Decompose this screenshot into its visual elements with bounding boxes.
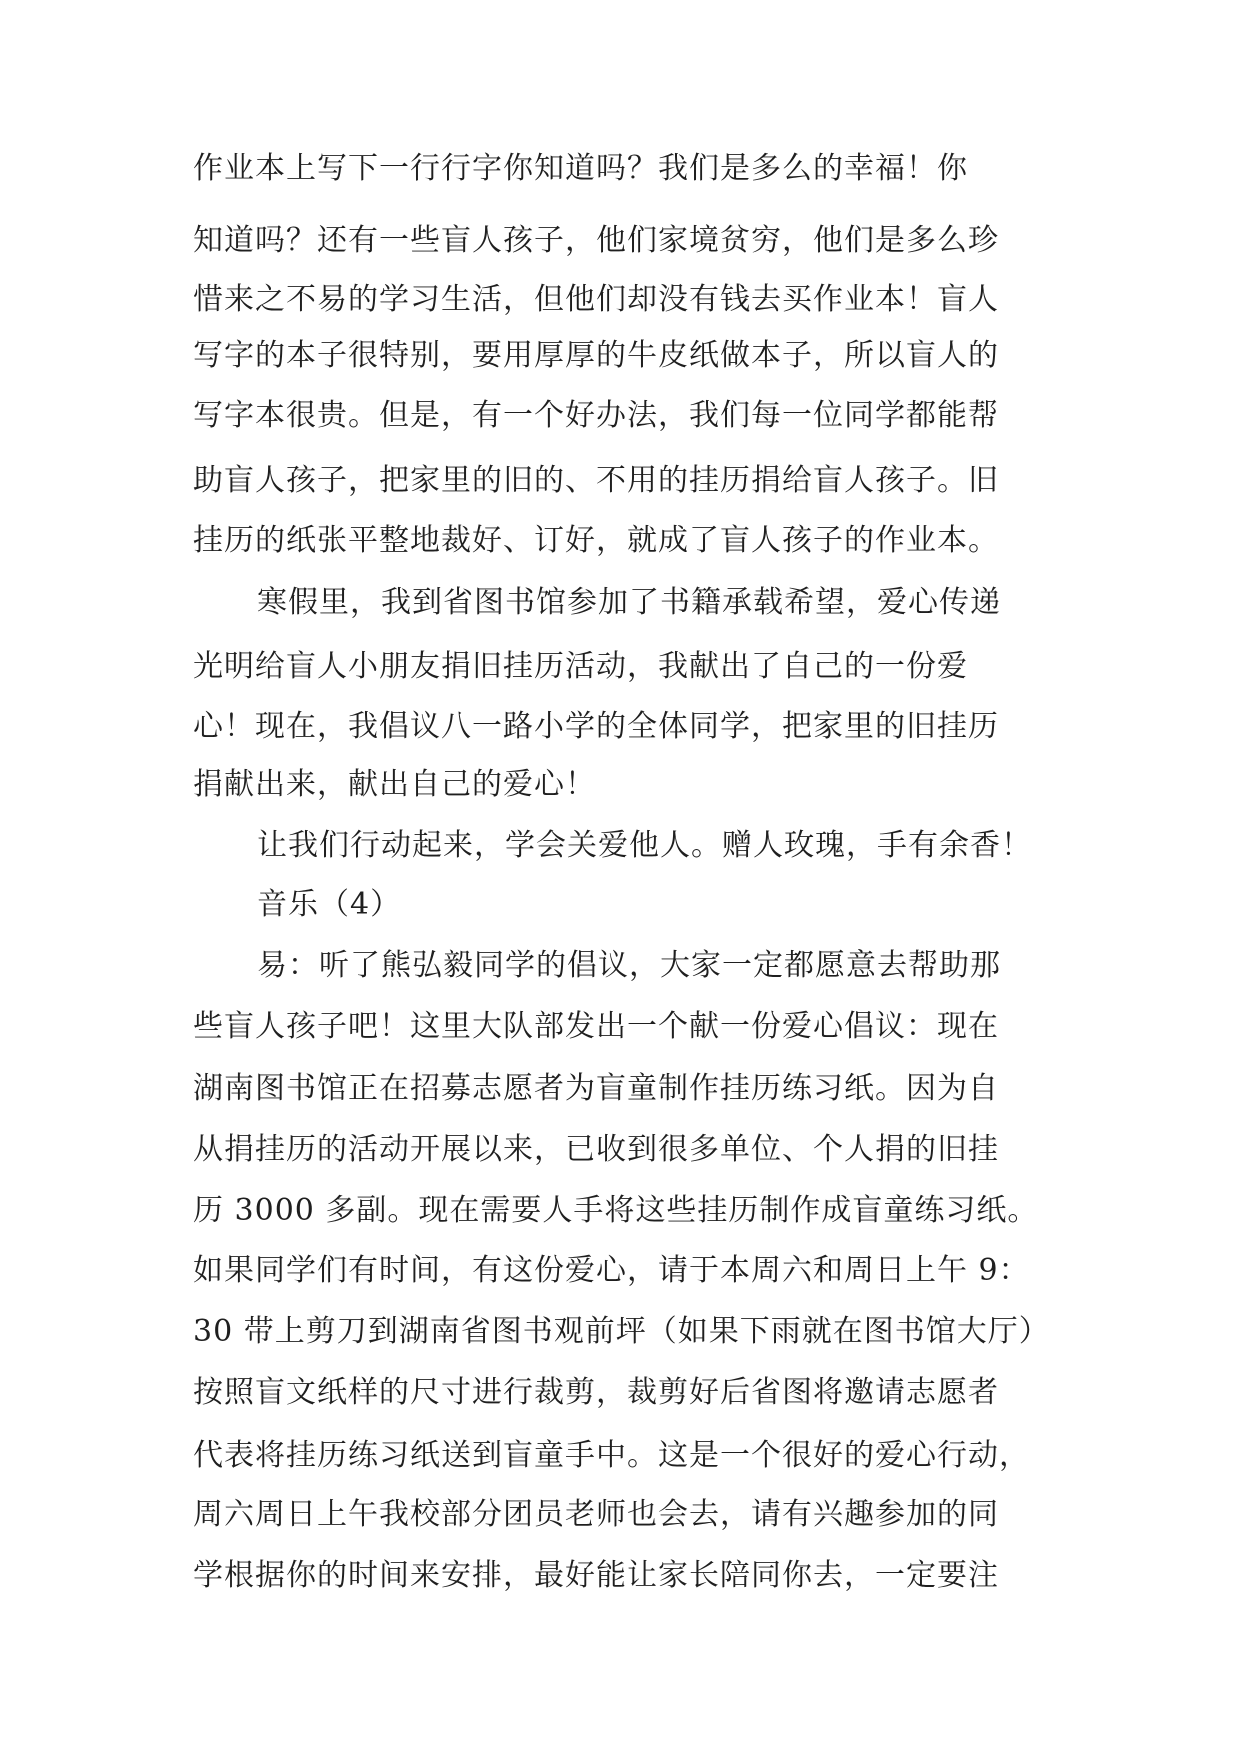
text-line: 如果同学们有时间，有这份爱心，请于本周六和周日上午 9：: [193, 1253, 1030, 1288]
text-line: 惜来之不易的学习生活，但他们却没有钱去买作业本！盲人: [193, 282, 999, 317]
text-line: 心！现在，我倡议八一路小学的全体同学，把家里的旧挂历: [193, 709, 999, 744]
text-line: 周六周日上午我校部分团员老师也会去，请有兴趣参加的同: [193, 1497, 999, 1532]
text-line: 30 带上剪刀到湖南省图书观前坪（如果下雨就在图书馆大厅）: [193, 1314, 1050, 1349]
text-line: 助盲人孩子，把家里的旧的、不用的挂历捐给盲人孩子。旧: [193, 463, 999, 498]
text-line: 代表将挂历练习纸送到盲童手中。这是一个很好的爱心行动，: [193, 1438, 1030, 1473]
text-line: 从捐挂历的活动开展以来，已收到很多单位、个人捐的旧挂: [193, 1132, 999, 1167]
text-line: 寒假里，我到省图书馆参加了书籍承载希望，爱心传递: [257, 585, 1001, 620]
text-line: 易：听了熊弘毅同学的倡议，大家一定都愿意去帮助那: [257, 948, 1001, 983]
text-line: 作业本上写下一行行字你知道吗？我们是多么的幸福！你: [193, 151, 968, 186]
text-line: 音乐（4）: [257, 887, 402, 922]
text-line: 学根据你的时间来安排，最好能让家长陪同你去，一定要注: [193, 1558, 999, 1593]
text-line: 按照盲文纸样的尺寸进行裁剪，裁剪好后省图将邀请志愿者: [193, 1375, 999, 1410]
text-line: 挂历的纸张平整地裁好、订好，就成了盲人孩子的作业本。: [193, 523, 999, 558]
text-line: 些盲人孩子吧！这里大队部发出一个献一份爱心倡议：现在: [193, 1009, 999, 1044]
text-line: 知道吗？还有一些盲人孩子，他们家境贫穷，他们是多么珍: [193, 223, 999, 258]
text-line: 写字本很贵。但是，有一个好办法，我们每一位同学都能帮: [193, 398, 999, 433]
text-line: 写字的本子很特别，要用厚厚的牛皮纸做本子，所以盲人的: [193, 338, 999, 373]
text-line: 历 3000 多副。现在需要人手将这些挂历制作成盲童练习纸。: [193, 1193, 1039, 1228]
text-line: 让我们行动起来，学会关爱他人。赠人玫瑰，手有余香！: [257, 828, 1032, 863]
text-line: 湖南图书馆正在招募志愿者为盲童制作挂历练习纸。因为自: [193, 1071, 999, 1106]
text-line: 光明给盲人小朋友捐旧挂历活动，我献出了自己的一份爱: [193, 649, 968, 684]
text-line: 捐献出来，献出自己的爱心！: [193, 767, 596, 802]
